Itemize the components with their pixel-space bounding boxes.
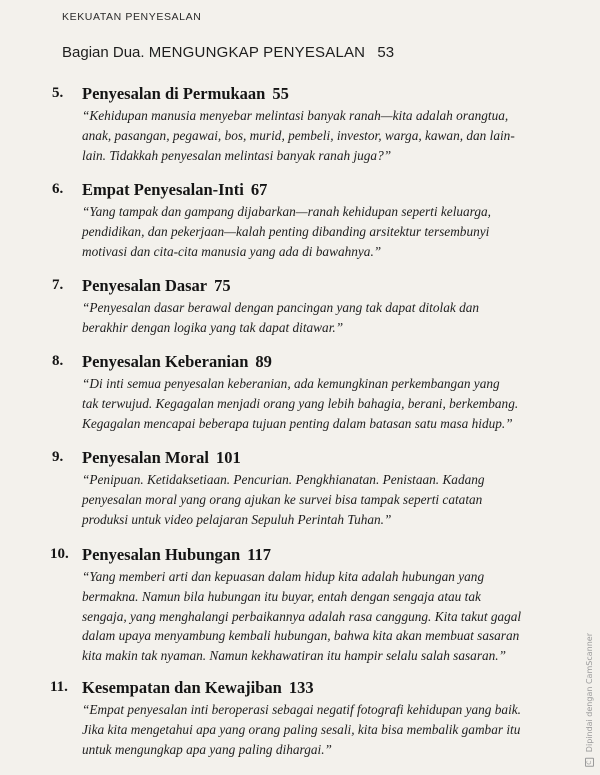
chapter-heading [82, 352, 272, 372]
quote-line: “Yang memberi arti dan kepuasan dalam hidup kita adalah hubungan yang [82, 569, 485, 584]
chapter-quote [82, 470, 542, 529]
part-label: Bagian Dua. [62, 44, 145, 61]
chapter-page-number: 117 [247, 545, 272, 564]
quote-line: dalam upaya menyambung kembali hubungan, bahwa kita akan membuat sasaran [82, 628, 520, 644]
scanner-watermark [585, 633, 594, 767]
chapter-page-number: 133 [288, 678, 314, 697]
quote-line: anak, pasangan, pegawai, bos, murid, pembeli, investor, warga, kawan, dan lain- [82, 127, 515, 143]
chapter-heading [82, 180, 267, 200]
chapter-quote [82, 106, 542, 165]
chapter-title: Penyesalan Hubungan [82, 545, 241, 564]
quote-line: untuk mengungkap apa yang paling dihargai.” [82, 741, 332, 757]
chapter-quote [82, 298, 542, 338]
chapter-title: Penyesalan di Permukaan [82, 84, 266, 103]
running-header: KEKUATAN PENYESALAN [62, 11, 202, 23]
chapter-quote [82, 374, 542, 433]
quote-line: produksi untuk video pelajaran Sepuluh Perintah Tuhan.” [82, 511, 392, 527]
part-heading [62, 44, 394, 61]
quote-line: pendidikan, dan pekerjaan—kalah penting dibanding arsitektur tersembunyi [82, 223, 490, 239]
chapter-page-number: 67 [250, 180, 268, 199]
quote-line: sengaja, yang menghalangi perbaikannya adalah rasa canggung. Kita takut gagal [82, 608, 522, 624]
chapter-quote [82, 700, 542, 759]
chapter-number: 9. [52, 449, 64, 465]
quote-line: Jika kita mengetahui apa yang orang paling sesali, kita bisa membalik gambar itu [82, 721, 521, 737]
quote-line: penyesalan moral yang orang ajukan ke survei bisa tampak seperti catatan [82, 491, 483, 507]
chapter-heading [82, 678, 314, 698]
quote-line: Kegagalan mencapai beberapa tujuan penting dalam batasan satu masa hidup.” [82, 415, 513, 431]
chapter-heading [82, 84, 289, 104]
chapter-quote [82, 202, 542, 261]
chapter-title: Kesempatan dan Kewajiban [82, 678, 282, 697]
quote-line: lain. Tidakkah penyesalan melintasi banyak ranah juga?” [82, 147, 392, 163]
chapter-page-number: 75 [214, 276, 231, 295]
chapter-number: 8. [52, 353, 64, 369]
quote-line: “Empat penyesalan inti beroperasi sebagai negatif fotografi kehidupan yang baik. [82, 702, 521, 717]
camscanner-logo-icon: C [585, 758, 594, 767]
chapter-number: 6. [52, 181, 64, 197]
quote-line: “Penipuan. Ketidaksetiaan. Pencurian. Pengkhianatan. Penistaan. Kadang [82, 472, 485, 487]
chapter-heading [82, 448, 241, 468]
watermark-text: Dipindai dengan CamScanner [585, 633, 594, 753]
chapter-heading [82, 276, 231, 296]
chapter-title: Penyesalan Moral [82, 448, 209, 467]
quote-line: kita makin tak nyaman. Namun kekhawatiran itu hampir selalu salah sasaran.” [82, 648, 507, 664]
quote-line: “Yang tampak dan gampang dijabarkan—ranah kehidupan seperti keluarga, [82, 204, 491, 219]
quote-line: tak terwujud. Kegagalan menjadi orang yang lebih bahagia, berani, berkembang. [82, 395, 519, 411]
quote-line: “Di inti semua penyesalan keberanian, ada kemungkinan perkembangan yang [82, 376, 500, 391]
part-page-number: 53 [377, 44, 395, 61]
quote-line: “Kehidupan manusia menyebar melintasi banyak ranah—kita adalah orangtua, [82, 108, 509, 123]
chapter-number: 7. [52, 277, 64, 293]
chapter-title: Empat Penyesalan-Inti [82, 180, 244, 199]
chapter-page-number: 101 [215, 448, 241, 467]
chapter-number: 10. [50, 546, 69, 562]
chapter-heading [82, 545, 271, 565]
part-title: MENGUNGKAP PENYESALAN [148, 44, 366, 61]
quote-line: berakhir dengan logika yang tak dapat ditawar.” [82, 319, 344, 335]
chapter-number: 11. [50, 679, 68, 695]
chapter-title: Penyesalan Keberanian [82, 352, 249, 371]
chapter-title: Penyesalan Dasar [82, 276, 208, 295]
quote-line: bermakna. Namun bila hubungan itu buyar, entah dengan sengaja atau tak [82, 588, 481, 604]
chapter-number: 5. [52, 85, 64, 101]
chapter-page-number: 55 [272, 84, 289, 103]
quote-line: motivasi dan cita-cita manusia yang ada di bawahnya.” [82, 243, 382, 259]
quote-line: “Penyesalan dasar berawal dengan pancingan yang tak dapat ditolak dan [82, 300, 480, 315]
chapter-quote [82, 567, 542, 666]
chapter-page-number: 89 [255, 352, 272, 371]
